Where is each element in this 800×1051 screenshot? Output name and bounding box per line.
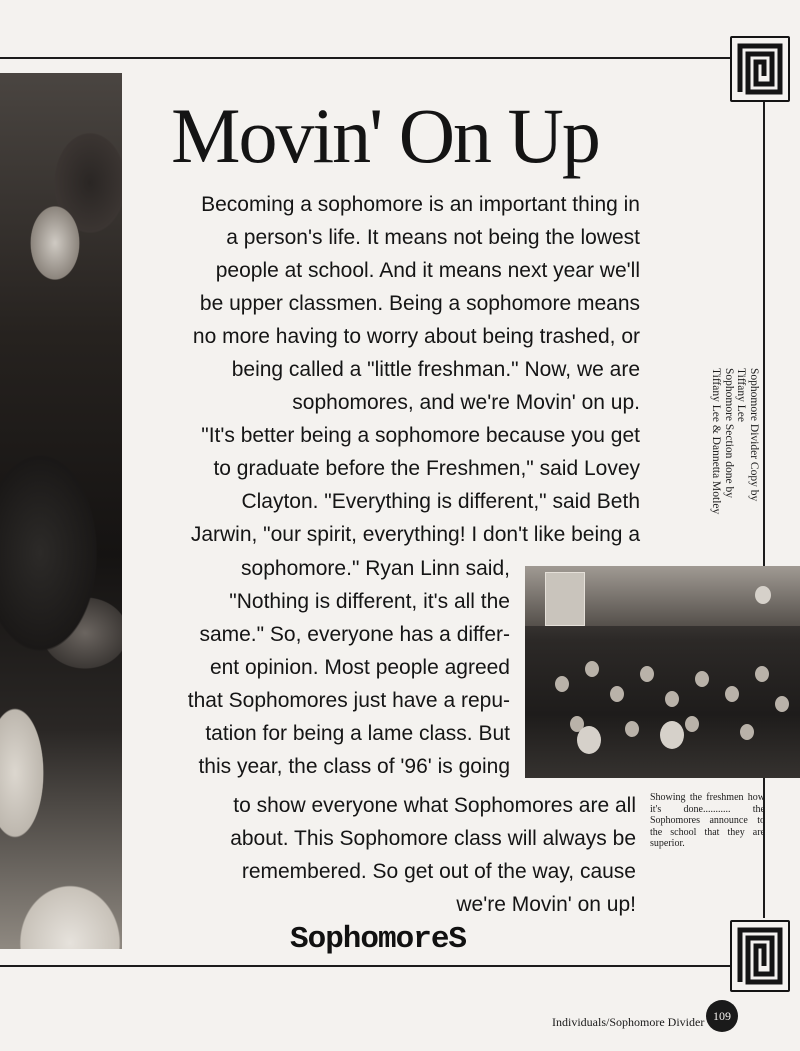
body-line: about. This Sophomore class will always be xyxy=(230,827,636,850)
photo-caption: Showing the freshmen how it's done........... the Sophomores announce to the school that they are superior. xyxy=(650,792,765,849)
body-line: that Sophomores just have a repu- xyxy=(187,689,510,712)
body-line: Becoming a sophomore is an important thing in xyxy=(201,193,640,216)
spiral-ornament-bottom xyxy=(730,920,790,992)
page-title: Movin' On Up xyxy=(171,92,599,179)
body-line: "Nothing is different, it's all the xyxy=(229,590,510,613)
body-line: same." So, everyone has a differ- xyxy=(199,623,510,646)
body-line: we're Movin' on up! xyxy=(456,893,636,916)
crowd-photo xyxy=(525,566,800,778)
body-line: to show everyone what Sophomores are all xyxy=(233,794,636,817)
body-line: "It's better being a sophomore because you get xyxy=(201,424,640,447)
page-number: 109 xyxy=(706,1000,738,1032)
section-label: SophomoreS xyxy=(290,922,467,957)
credit-line: Sophomore Divider Copy by xyxy=(748,368,760,502)
top-rule xyxy=(0,57,740,59)
spiral-icon xyxy=(732,922,788,990)
footer-section-name: Individuals/Sophomore Divider xyxy=(552,1015,705,1029)
spiral-ornament-top xyxy=(730,36,790,102)
body-line: sophomores, and we're Movin' on up. xyxy=(292,391,640,414)
credit-line: Tiffany Lee & Dannetta Motley xyxy=(710,368,723,515)
bottom-rule xyxy=(0,965,740,967)
body-line: no more having to worry about being trashed, or xyxy=(192,325,640,348)
body-line: ent opinion. Most people agreed xyxy=(209,656,510,679)
body-line: Jarwin, "our spirit, everything! I don't like being a xyxy=(190,523,640,546)
body-line: a person's life. It means not being the lowest xyxy=(226,226,640,249)
spiral-icon xyxy=(732,38,788,100)
credit-line: Tiffany Lee xyxy=(735,368,748,422)
credits xyxy=(708,368,760,520)
body-line: to graduate before the Freshmen," said Lovey xyxy=(213,457,640,480)
body-line: people at school. And it means next year we'll xyxy=(215,259,640,282)
body-line: be upper classmen. Being a sophomore means xyxy=(199,292,640,315)
body-line: remembered. So get out of the way, cause xyxy=(241,860,636,883)
right-rule xyxy=(763,100,765,570)
student-photo xyxy=(0,73,122,949)
credit-line: Sophomore Section done by xyxy=(723,368,735,498)
body-line: this year, the class of '96' is going xyxy=(198,755,510,778)
body-line: tation for being a lame class. But xyxy=(205,722,510,745)
body-line: Clayton. "Everything is different," said Beth xyxy=(241,490,640,513)
body-line: sophomore." Ryan Linn said, xyxy=(241,557,510,580)
body-line: being called a "little freshman." Now, we are xyxy=(231,358,640,381)
